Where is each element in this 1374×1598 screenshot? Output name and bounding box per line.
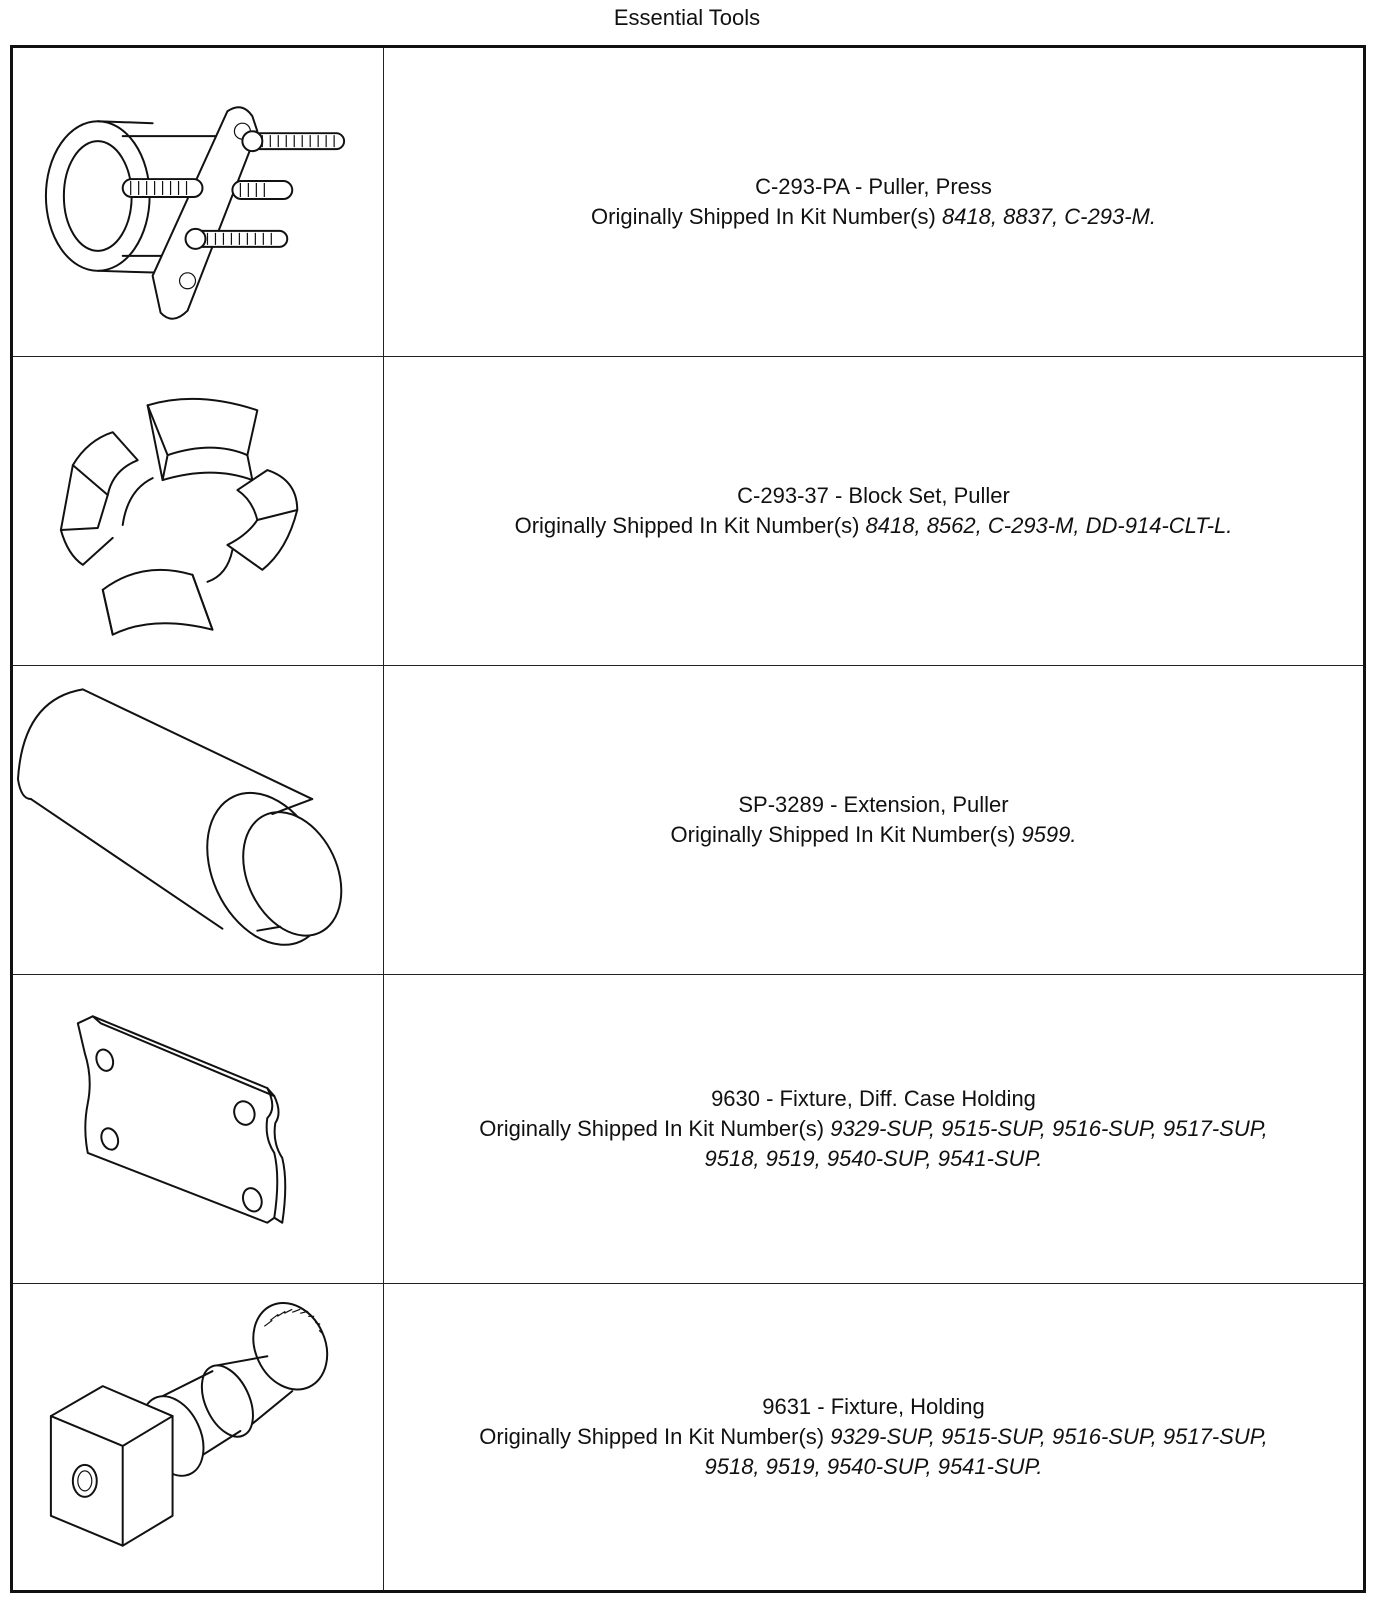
puller-extension-icon bbox=[13, 666, 383, 974]
press-puller-icon bbox=[13, 48, 383, 356]
tool-description bbox=[384, 1284, 1363, 1590]
tool-description bbox=[384, 48, 1363, 356]
tool-row bbox=[13, 357, 1363, 666]
tool-description bbox=[384, 357, 1363, 665]
tool-row bbox=[13, 666, 1363, 975]
tool-kits bbox=[515, 511, 1233, 541]
tool-name: 9631 - Fixture, Holding bbox=[762, 1394, 985, 1419]
tool-name: C-293-PA - Puller, Press bbox=[755, 174, 992, 199]
tool-kits bbox=[591, 202, 1156, 232]
tool-image-cell bbox=[13, 48, 384, 356]
shipped-prefix: Originally Shipped In Kit Number(s) bbox=[514, 513, 860, 538]
tool-kits bbox=[671, 820, 1077, 850]
kit-numbers: 8418, 8562, C-293-M, DD-914-CLT-L. bbox=[865, 513, 1233, 538]
kit-numbers-continued: 9518, 9519, 9540-SUP, 9541-SUP. bbox=[704, 1146, 1043, 1171]
shipped-prefix: Originally Shipped In Kit Number(s) bbox=[479, 1424, 825, 1449]
diff-case-fixture-icon bbox=[13, 975, 383, 1283]
tool-image-cell bbox=[13, 357, 384, 665]
tool-image-cell bbox=[13, 975, 384, 1283]
shipped-prefix: Originally Shipped In Kit Number(s) bbox=[591, 204, 936, 229]
page-title: Essential Tools bbox=[613, 5, 761, 30]
kit-numbers: 9329-SUP, 9515-SUP, 9516-SUP, 9517-SUP, bbox=[830, 1424, 1268, 1449]
tool-row bbox=[13, 975, 1363, 1284]
holding-fixture-icon bbox=[13, 1284, 383, 1590]
kit-numbers: 8418, 8837, C-293-M. bbox=[941, 204, 1156, 229]
shipped-prefix: Originally Shipped In Kit Number(s) bbox=[670, 822, 1016, 847]
kit-numbers: 9329-SUP, 9515-SUP, 9516-SUP, 9517-SUP, bbox=[830, 1116, 1268, 1141]
puller-block-set-icon bbox=[13, 357, 383, 665]
tool-kits bbox=[479, 1114, 1267, 1144]
kit-numbers-continued: 9518, 9519, 9540-SUP, 9541-SUP. bbox=[704, 1454, 1043, 1479]
tool-name: C-293-37 - Block Set, Puller bbox=[737, 483, 1010, 508]
tool-row bbox=[13, 48, 1363, 357]
tool-name: 9630 - Fixture, Diff. Case Holding bbox=[711, 1086, 1036, 1111]
tools-table bbox=[10, 45, 1366, 1593]
tool-kits bbox=[479, 1422, 1267, 1452]
tool-description bbox=[384, 666, 1363, 974]
tool-name: SP-3289 - Extension, Puller bbox=[738, 792, 1009, 817]
shipped-prefix: Originally Shipped In Kit Number(s) bbox=[479, 1116, 825, 1141]
tool-image-cell bbox=[13, 666, 384, 974]
tool-row bbox=[13, 1284, 1363, 1590]
kit-numbers: 9599. bbox=[1021, 822, 1077, 847]
tool-image-cell bbox=[13, 1284, 384, 1590]
tool-description bbox=[384, 975, 1363, 1283]
